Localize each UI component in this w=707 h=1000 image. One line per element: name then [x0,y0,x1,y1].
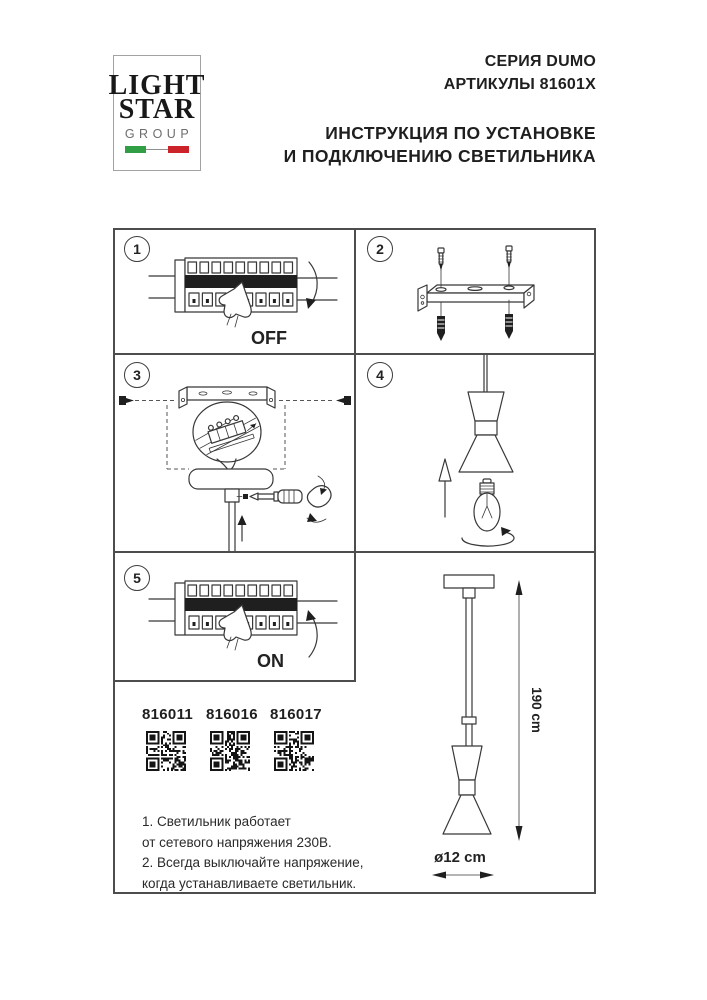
title-gap [284,96,596,122]
step-5-badge: 5 [124,565,150,591]
height-dimension-label: 190 cm [529,687,544,733]
flag-green-block [125,146,146,153]
instruction-title-line1: ИНСТРУКЦИЯ ПО УСТАНОВКЕ [325,123,596,143]
on-label: ON [257,651,284,671]
arrow-down-curve [309,262,317,304]
article-label: 816017 [270,706,322,723]
horizontal-divider-3 [115,680,356,682]
bulb-insertion-illustration [356,355,596,551]
instruction-title-line2: И ПОДКЛЮЧЕНИЮ СВЕТИЛЬНИКА [283,146,596,166]
italian-flag-stripe [125,146,189,153]
pendant-dimensions-illustration [356,553,596,892]
instruction-grid [113,228,596,894]
articles-title: АРТИКУЛЫ 81601X [443,76,596,93]
flag-red-block [168,146,189,153]
breaker-off-illustration [145,246,345,351]
turning-hand [307,486,331,507]
diameter-dimension-label: ø12 cm [434,849,486,866]
note-line: 2. Всегда выключайте напряжение, [142,855,364,870]
logo-word-group: GROUP [124,126,194,141]
logo-word-light: LIGHT [108,69,206,101]
wiring-canopy-illustration [115,355,355,551]
logo-word-star: STAR [118,93,196,125]
breaker-on-illustration [145,569,345,674]
qr-code [142,727,190,775]
header-titles [284,50,596,168]
qr-code [206,727,254,775]
arrow-up-curve [309,615,317,657]
note-line: когда устанавливаете светильник. [142,875,357,891]
off-label: OFF [251,328,287,348]
qr-code [270,727,318,775]
lightstar-logo [108,55,206,171]
step-1-badge: 1 [124,236,150,262]
article-label: 816016 [206,706,258,723]
bracket-mounting-illustration [356,230,596,353]
safety-notes [142,812,363,894]
article-label: 816011 [142,706,194,723]
step-2-badge: 2 [367,236,393,262]
note-line: от сетевого напряжения 230В. [142,834,332,850]
note-line: 1. Светильник работает [142,814,291,829]
step-4-badge: 4 [367,362,393,388]
series-title: СЕРИЯ DUMO [484,53,596,70]
step-3-badge: 3 [124,362,150,388]
